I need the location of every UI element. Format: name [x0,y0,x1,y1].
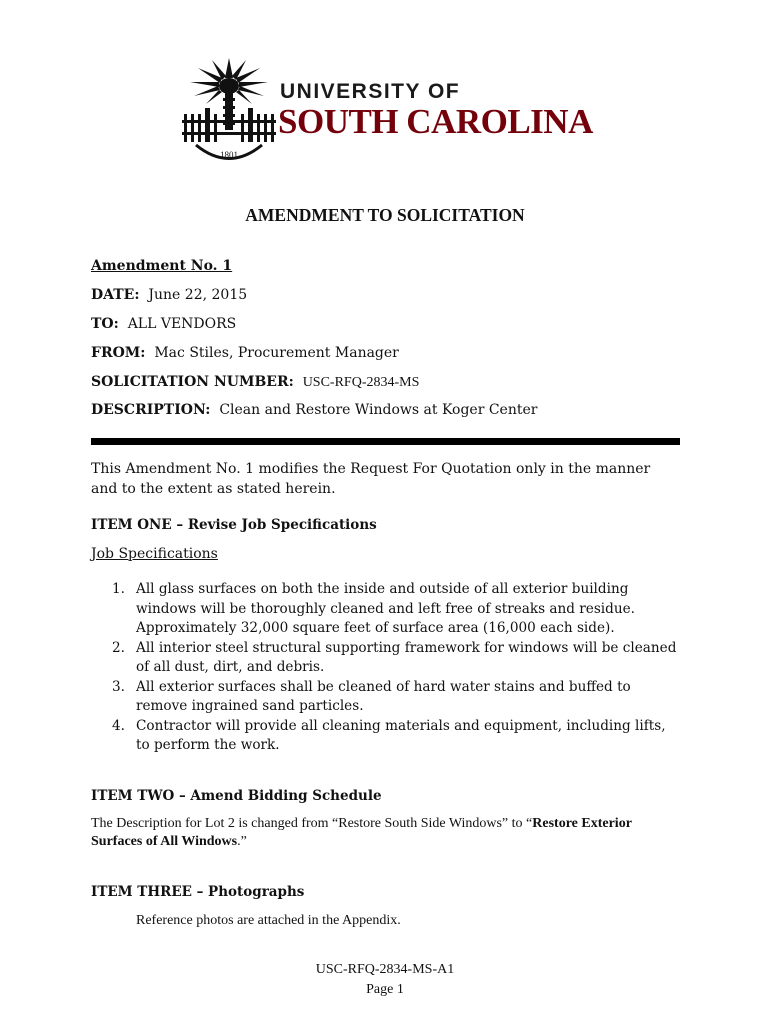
list-item: 1. All glass surfaces on both the inside and outside of all exterior building windows will be thoroughly cleaned and left free of streaks and residue. Approximately 32,000 square feet of surface area (16,000 each side). [112,581,635,636]
solicitation-label: SOLICITATION NUMBER: [91,374,294,390]
from-line [91,345,399,361]
footer-page-number: Page 1 [366,982,404,997]
description-value: Clean and Restore Windows at Koger Center [219,402,538,418]
item-three-paragraph: Reference photos are attached in the Appendix. [136,913,401,928]
to-value: ALL VENDORS [127,316,237,332]
document-title: AMENDMENT TO SOLICITATION [245,205,525,225]
from-label: FROM: [91,345,146,361]
item-one-heading: ITEM ONE – Revise Job Specifications [91,517,377,533]
solicitation-value: USC-RFQ-2834-MS [302,375,420,390]
date-label: DATE: [91,287,140,303]
footer-doc-id: USC-RFQ-2834-MS-A1 [315,962,455,977]
list-item: 2. All interior steel structural supporting framework for windows will be cleaned of all dust, dirt, and debris. [112,639,677,675]
logo-line-south-carolina: SOUTH CAROLINA [278,102,593,141]
divider-rule [91,438,680,445]
intro-paragraph: This Amendment No. 1 modifies the Request For Quotation only in the manner and to the extent as stated herein. [91,461,651,497]
to-label: TO: [91,316,119,332]
university-logo [182,50,602,165]
item-two-bold-text: Restore Exterior Surfaces of All Windows [91,816,632,849]
solicitation-number-line [91,374,419,391]
list-item: 4. Contractor will provide all cleaning materials and equipment, including lifts, to perform the work. [112,717,666,753]
description-line [91,402,537,418]
list-item: 3. All exterior surfaces shall be cleaned of hard water stains and buffed to remove ingrained sand particles. [112,678,631,714]
item-three-heading: ITEM THREE – Photographs [91,884,305,900]
date-value: June 22, 2015 [148,287,248,303]
logo-line-university-of: UNIVERSITY OF [280,80,461,103]
palmetto-tree-icon [182,50,277,165]
to-line [91,316,236,332]
job-specifications-list [112,580,682,756]
amendment-number: Amendment No. 1 [91,258,233,274]
svg-text:1801: 1801 [220,150,238,160]
item-two-heading: ITEM TWO – Amend Bidding Schedule [91,788,382,804]
description-label: DESCRIPTION: [91,402,211,418]
date-line [91,287,247,303]
job-specifications-subheading: Job Specifications [91,546,218,562]
from-value: Mac Stiles, Procurement Manager [154,345,399,361]
item-two-paragraph: The Description for Lot 2 is changed from “Restore South Side Windows” to “Restore Exterior Surfaces of All Windows.” [91,816,632,849]
